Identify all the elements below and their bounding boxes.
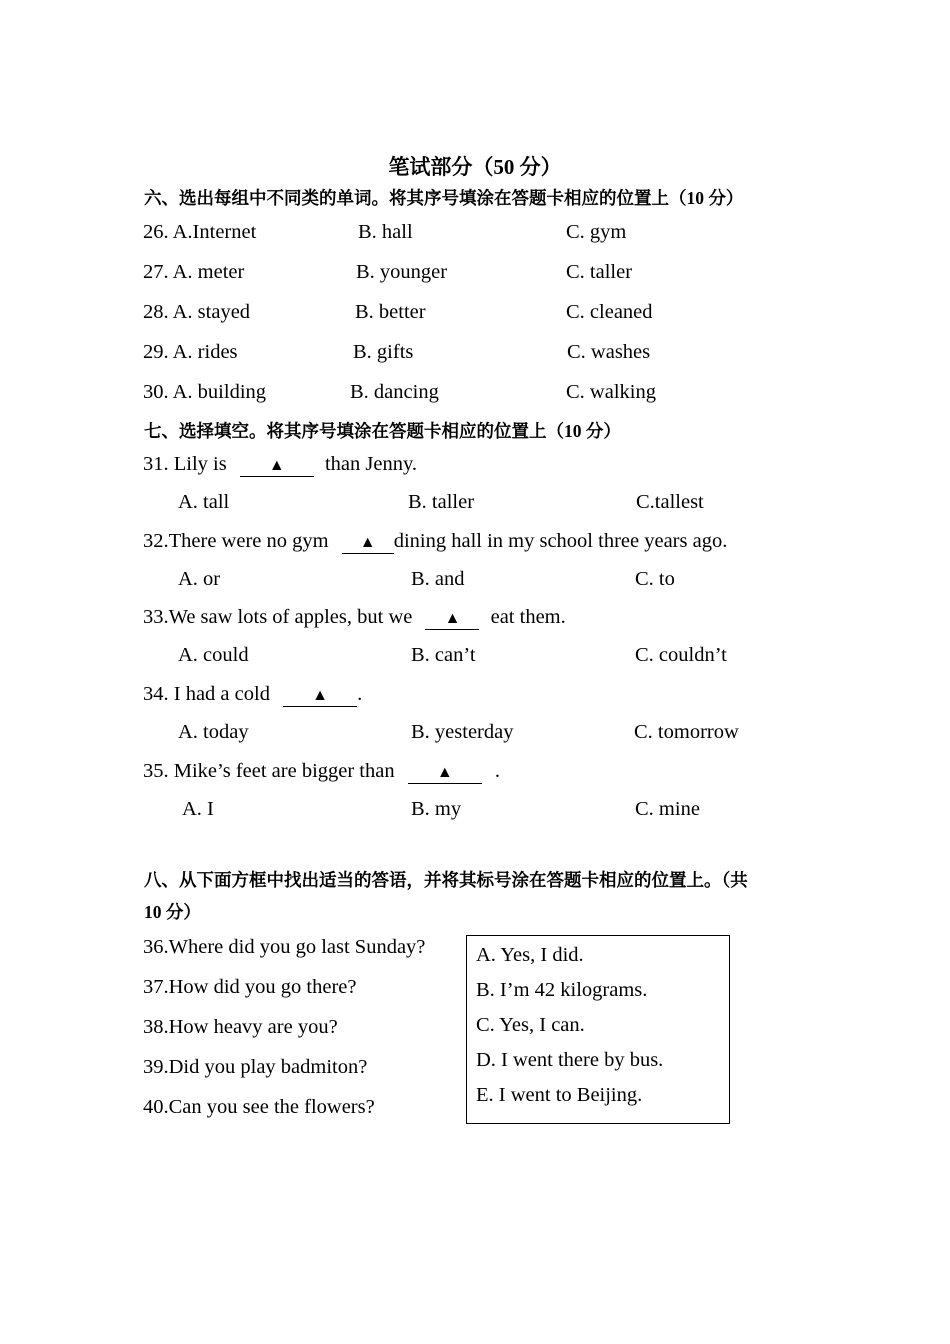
- q30-option-c: C. walking: [566, 381, 656, 403]
- section-6-heading: 六、选出每组中不同类的单词。将其序号填涂在答题卡相应的位置上（10 分）: [144, 188, 744, 208]
- q26-option-b: B. hall: [358, 221, 413, 243]
- q31-option-b: B. taller: [408, 491, 475, 513]
- q26-option-a: 26. A.Internet: [143, 221, 257, 243]
- q34-stem: [143, 683, 362, 707]
- q28-option-b: B. better: [355, 301, 426, 323]
- q34-blank: ▲: [283, 688, 357, 707]
- q32-blank: ▲: [342, 535, 394, 554]
- q29-option-a: 29. A. rides: [143, 341, 238, 363]
- q34-option-b: B. yesterday: [411, 721, 514, 743]
- q39-question: 39.Did you play badmiton?: [143, 1056, 368, 1078]
- answer-b: B. I’m 42 kilograms.: [476, 979, 648, 1001]
- q35-blank: ▲: [408, 765, 482, 784]
- q32-stem: [143, 530, 727, 554]
- q31-stem-text: 31. Lily is: [143, 453, 227, 475]
- q34-option-a: A. today: [178, 721, 249, 743]
- q32-stem-end: dining hall in my school three years ago.: [393, 530, 728, 552]
- q34-option-c: C. tomorrow: [634, 721, 739, 743]
- q30-option-b: B. dancing: [350, 381, 439, 403]
- q29-option-c: C. washes: [567, 341, 651, 363]
- q31-stem-end: than Jenny.: [324, 453, 418, 475]
- q35-stem-end: .: [494, 760, 500, 782]
- q27-option-b: B. younger: [356, 261, 448, 283]
- q34-stem-end: .: [357, 683, 363, 705]
- q35-option-a: A. I: [182, 798, 214, 820]
- q31-option-c: C.tallest: [636, 491, 704, 513]
- q35-option-b: B. my: [411, 798, 462, 820]
- q31-option-a: A. tall: [178, 491, 230, 513]
- q33-stem: [143, 606, 566, 630]
- q32-option-a: A. or: [178, 568, 221, 590]
- q37-question: 37.How did you go there?: [143, 976, 357, 998]
- section-8-heading-line1: 八、从下面方框中找出适当的答语，并将其标号涂在答题卡相应的位置上。（共: [144, 870, 748, 890]
- answer-c: C. Yes, I can.: [476, 1014, 585, 1036]
- q32-option-c: C. to: [635, 568, 675, 590]
- q30-option-a: 30. A. building: [143, 381, 267, 403]
- q35-stem-text: 35. Mike’s feet are bigger than: [143, 760, 395, 782]
- answer-d: D. I went there by bus.: [476, 1049, 664, 1071]
- q33-stem-text: 33.We saw lots of apples, but we: [143, 606, 413, 628]
- answer-a: A. Yes, I did.: [476, 944, 584, 966]
- q27-option-a: 27. A. meter: [143, 261, 245, 283]
- section-8-heading-line2: 10 分）: [144, 902, 201, 922]
- q33-stem-end: eat them.: [490, 606, 566, 628]
- q31-blank: ▲: [240, 458, 314, 477]
- q33-blank: ▲: [425, 611, 479, 630]
- q32-stem-text: 32.There were no gym: [143, 530, 329, 552]
- q38-question: 38.How heavy are you?: [143, 1016, 338, 1038]
- q29-option-b: B. gifts: [353, 341, 414, 363]
- q28-option-a: 28. A. stayed: [143, 301, 251, 323]
- q28-option-c: C. cleaned: [566, 301, 653, 323]
- q34-stem-text: 34. I had a cold: [143, 683, 270, 705]
- q26-option-c: C. gym: [566, 221, 627, 243]
- q40-question: 40.Can you see the flowers?: [143, 1096, 375, 1118]
- q33-option-a: A. could: [178, 644, 249, 666]
- q36-question: 36.Where did you go last Sunday?: [143, 936, 426, 958]
- q33-option-c: C. couldn’t: [635, 644, 727, 666]
- section-7-heading: 七、选择填空。将其序号填涂在答题卡相应的位置上（10 分）: [144, 421, 621, 441]
- q27-option-c: C. taller: [566, 261, 633, 283]
- q35-stem: [143, 760, 500, 784]
- q35-option-c: C. mine: [635, 798, 700, 820]
- q33-option-b: B. can’t: [411, 644, 476, 666]
- q32-option-b: B. and: [411, 568, 465, 590]
- answer-e: E. I went to Beijing.: [476, 1084, 643, 1106]
- q31-stem: [143, 453, 417, 477]
- page-title: 笔试部分（50 分）: [388, 155, 562, 179]
